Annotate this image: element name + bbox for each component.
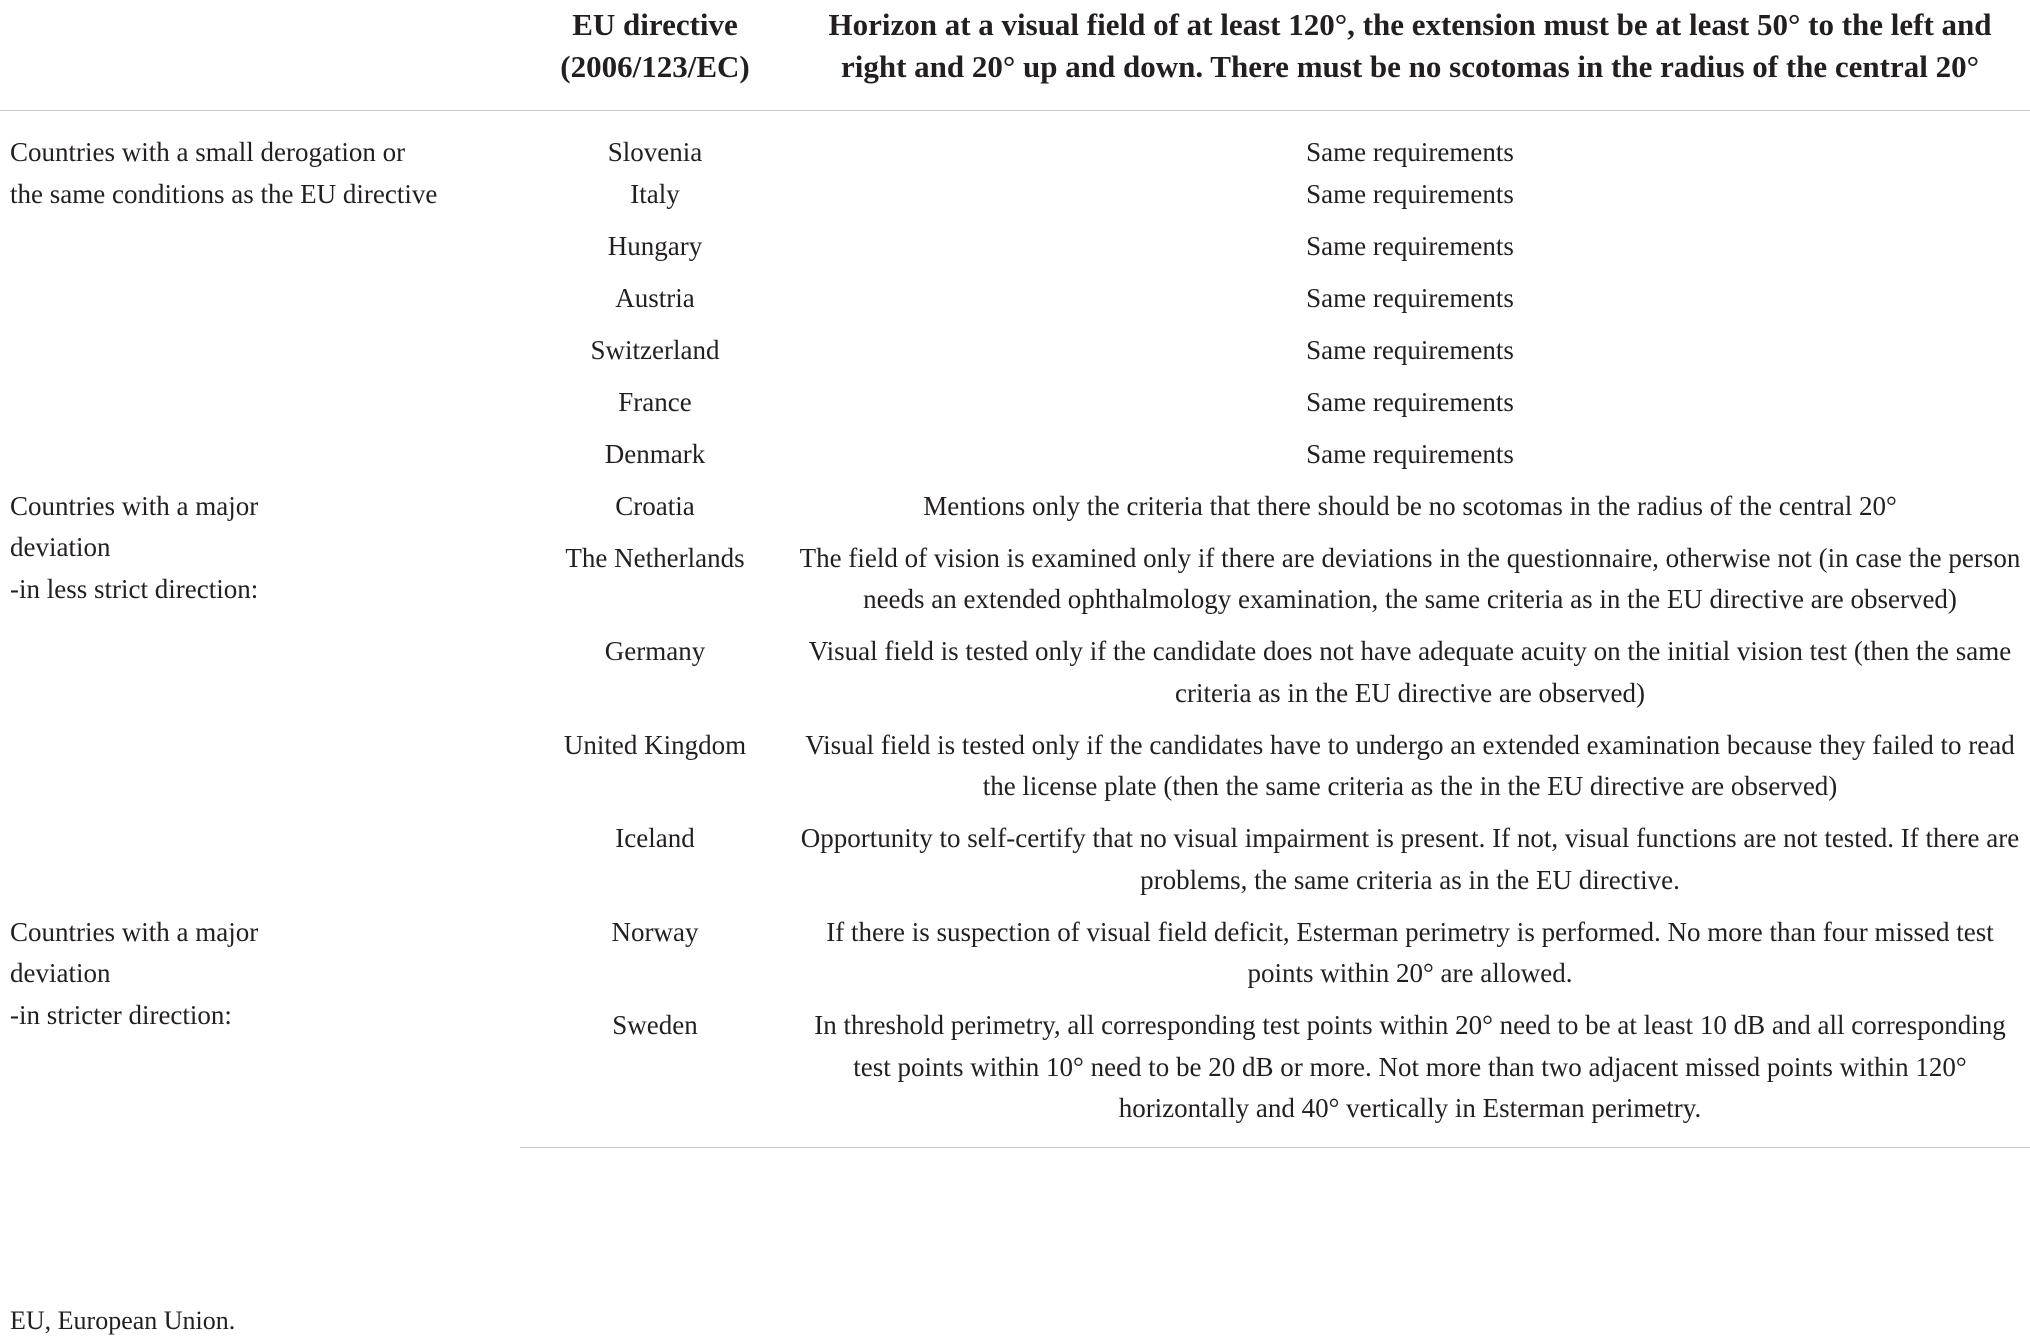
- country-cell: Norway: [611, 916, 699, 947]
- requirement-cell: Same requirements: [1306, 178, 1514, 209]
- group-text: Countries with a major deviation -in stricter direction:: [10, 916, 259, 1030]
- country-cell: The Netherlands: [565, 542, 745, 573]
- country-cell: Sweden: [520, 1005, 790, 1147]
- requirement-cell: If there is suspection of visual field deficit, Esterman perimetry is performed. No more than four missed test points within 20° are allowed.: [826, 916, 1994, 988]
- table-header: [0, 0, 2030, 111]
- requirement-cell: In threshold perimetry, all corresponding test points within 20° need to be at least 10 dB and all corresponding test points within 10° need to be 20 dB or more. Not more than two adjacent missed points within 120° horizontally and 40° vertically in Esterman perimetry.: [790, 1005, 2030, 1147]
- table-row: [0, 486, 2030, 538]
- table-body: [0, 111, 2030, 1148]
- table-footnote: EU, European Union.: [10, 1306, 236, 1335]
- requirement-cell: Same requirements: [1306, 334, 1514, 365]
- requirement-cell: Same requirements: [1306, 230, 1514, 261]
- country-cell: Croatia: [615, 490, 695, 521]
- country-cell: Hungary: [607, 230, 703, 261]
- requirement-cell: Same requirements: [1306, 438, 1514, 469]
- requirement-cell: Same requirements: [1306, 137, 1514, 167]
- group-text: Countries with a small derogation or the same conditions as the EU directive: [10, 137, 438, 209]
- table-row: [0, 912, 2030, 1006]
- country-cell: Italy: [630, 178, 680, 209]
- group-label-small-derogation: [0, 111, 520, 486]
- country-cell: Iceland: [615, 823, 695, 853]
- country-cell: Denmark: [604, 438, 706, 469]
- country-cell: Slovenia: [607, 137, 703, 167]
- table-row: [0, 111, 2030, 174]
- group-label-less-strict: [0, 486, 520, 912]
- requirement-cell: Same requirements: [1306, 282, 1514, 313]
- country-cell: Germany: [604, 636, 706, 666]
- country-cell: Switzerland: [590, 334, 720, 365]
- header-col-eu-directive: EU directive (2006/123/EC): [520, 0, 790, 111]
- requirement-cell: The field of vision is examined only if there are deviations in the questionnaire, otherwise not (in case the person needs an extended ophthalmology examination, the same criteria as in the EU directive are observed): [799, 542, 2021, 614]
- country-cell: Austria: [615, 282, 695, 313]
- requirement-cell: Visual field is tested only if the candidate does not have adequate acuity on the initial vision test (then the same criteria as in the EU directive are observed): [808, 636, 2012, 708]
- header-col-group: [0, 0, 520, 111]
- group-label-stricter: [0, 912, 520, 1148]
- header-col-horizon-requirement: Horizon at a visual field of at least 120°, the extension must be at least 50° to the left and right and 20° up and down. There must be no scotomas in the radius of the central 20°: [790, 0, 2030, 111]
- group-text: Countries with a major deviation -in less strict direction:: [10, 490, 259, 604]
- requirement-cell: Same requirements: [1306, 386, 1514, 417]
- country-cell: France: [618, 386, 692, 417]
- requirement-cell: Opportunity to self-certify that no visual impairment is present. If not, visual functions are not tested. If there are problems, the same criteria as in the EU directive.: [800, 823, 2020, 895]
- requirement-cell: Visual field is tested only if the candidates have to undergo an extended examination because they failed to read the license plate (then the same criteria as the in the EU directive are observed): [805, 729, 2015, 801]
- requirement-cell: Mentions only the criteria that there should be no scotomas in the radius of the central 20°: [923, 490, 1897, 521]
- country-cell: United Kingdom: [563, 729, 747, 760]
